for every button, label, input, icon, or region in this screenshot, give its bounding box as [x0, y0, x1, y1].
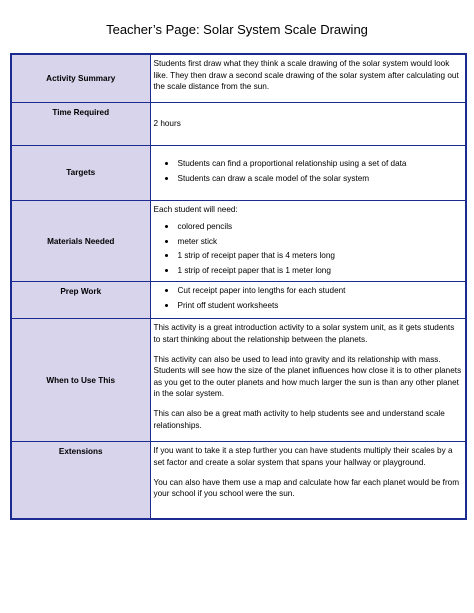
prep-work-content [150, 282, 466, 319]
row-targets [11, 145, 466, 200]
materials-needed-label: Materials Needed [11, 200, 150, 282]
prep-work-list [154, 285, 463, 311]
when-to-use-paragraph: This activity is a great introduction activity to a solar system unit, as it gets students to start thinking about the relationship between the planets. [153, 323, 455, 345]
activity-summary-label: Activity Summary [11, 54, 150, 102]
materials-needed-content [150, 200, 466, 282]
when-to-use-content [150, 319, 466, 442]
list-item: Cut receipt paper into lengths for each student [178, 285, 463, 297]
targets-content [150, 145, 466, 200]
when-to-use-paragraph: This activity can also be used to lead into gravity and its relationship with mass. Students will see how the size of the planet influences how close it is to other planets as you get to the outer planets and how much larger the sun is than any other planet in the solar system. [153, 354, 462, 399]
extensions-content [150, 442, 466, 519]
targets-list [154, 158, 463, 184]
row-materials-needed [11, 200, 466, 282]
when-to-use-paragraph: This can also be a great math activity to help students see and understand scale relationships. [153, 409, 445, 430]
list-item: 1 strip of receipt paper that is 4 meters long [178, 250, 463, 262]
list-item: Print off student worksheets [178, 300, 463, 312]
list-item: Students can find a proportional relationship using a set of data [178, 158, 463, 170]
prep-work-label: Prep Work [11, 282, 150, 319]
targets-label: Targets [11, 145, 150, 200]
extensions-paragraph: If you want to take it a step further you can have students multiply their scales by a set factor and create a solar system that spans your hallway or playground. [153, 446, 453, 468]
list-item: colored pencils [178, 221, 463, 233]
page-title: Teacher’s Page: Solar System Scale Drawing [106, 22, 368, 37]
list-item: Students can draw a scale model of the solar system [178, 173, 463, 185]
row-prep-work [11, 282, 466, 319]
extensions-label: Extensions [11, 442, 150, 519]
extensions-paragraph: You can also have them use a map and calculate how far each planet would be from your school if you school were the sun. [153, 477, 460, 499]
activity-summary-text: Students first draw what they think a scale drawing of the solar system would look like. They then draw a second scale drawing of the solar system after calculating out the scale distance from the sun. [150, 54, 466, 102]
list-item: meter stick [178, 236, 463, 248]
list-item: 1 strip of receipt paper that is 1 meter long [178, 265, 463, 277]
row-extensions [11, 442, 466, 519]
row-time-required [11, 102, 466, 145]
time-required-text: 2 hours [150, 102, 466, 145]
row-when-to-use [11, 319, 466, 442]
lesson-plan-table [10, 53, 467, 520]
materials-list [154, 221, 463, 276]
materials-intro: Each student will need: [153, 204, 238, 214]
time-required-label: Time Required [11, 102, 150, 145]
when-to-use-label: When to Use This [11, 319, 150, 442]
row-activity-summary [11, 54, 466, 102]
